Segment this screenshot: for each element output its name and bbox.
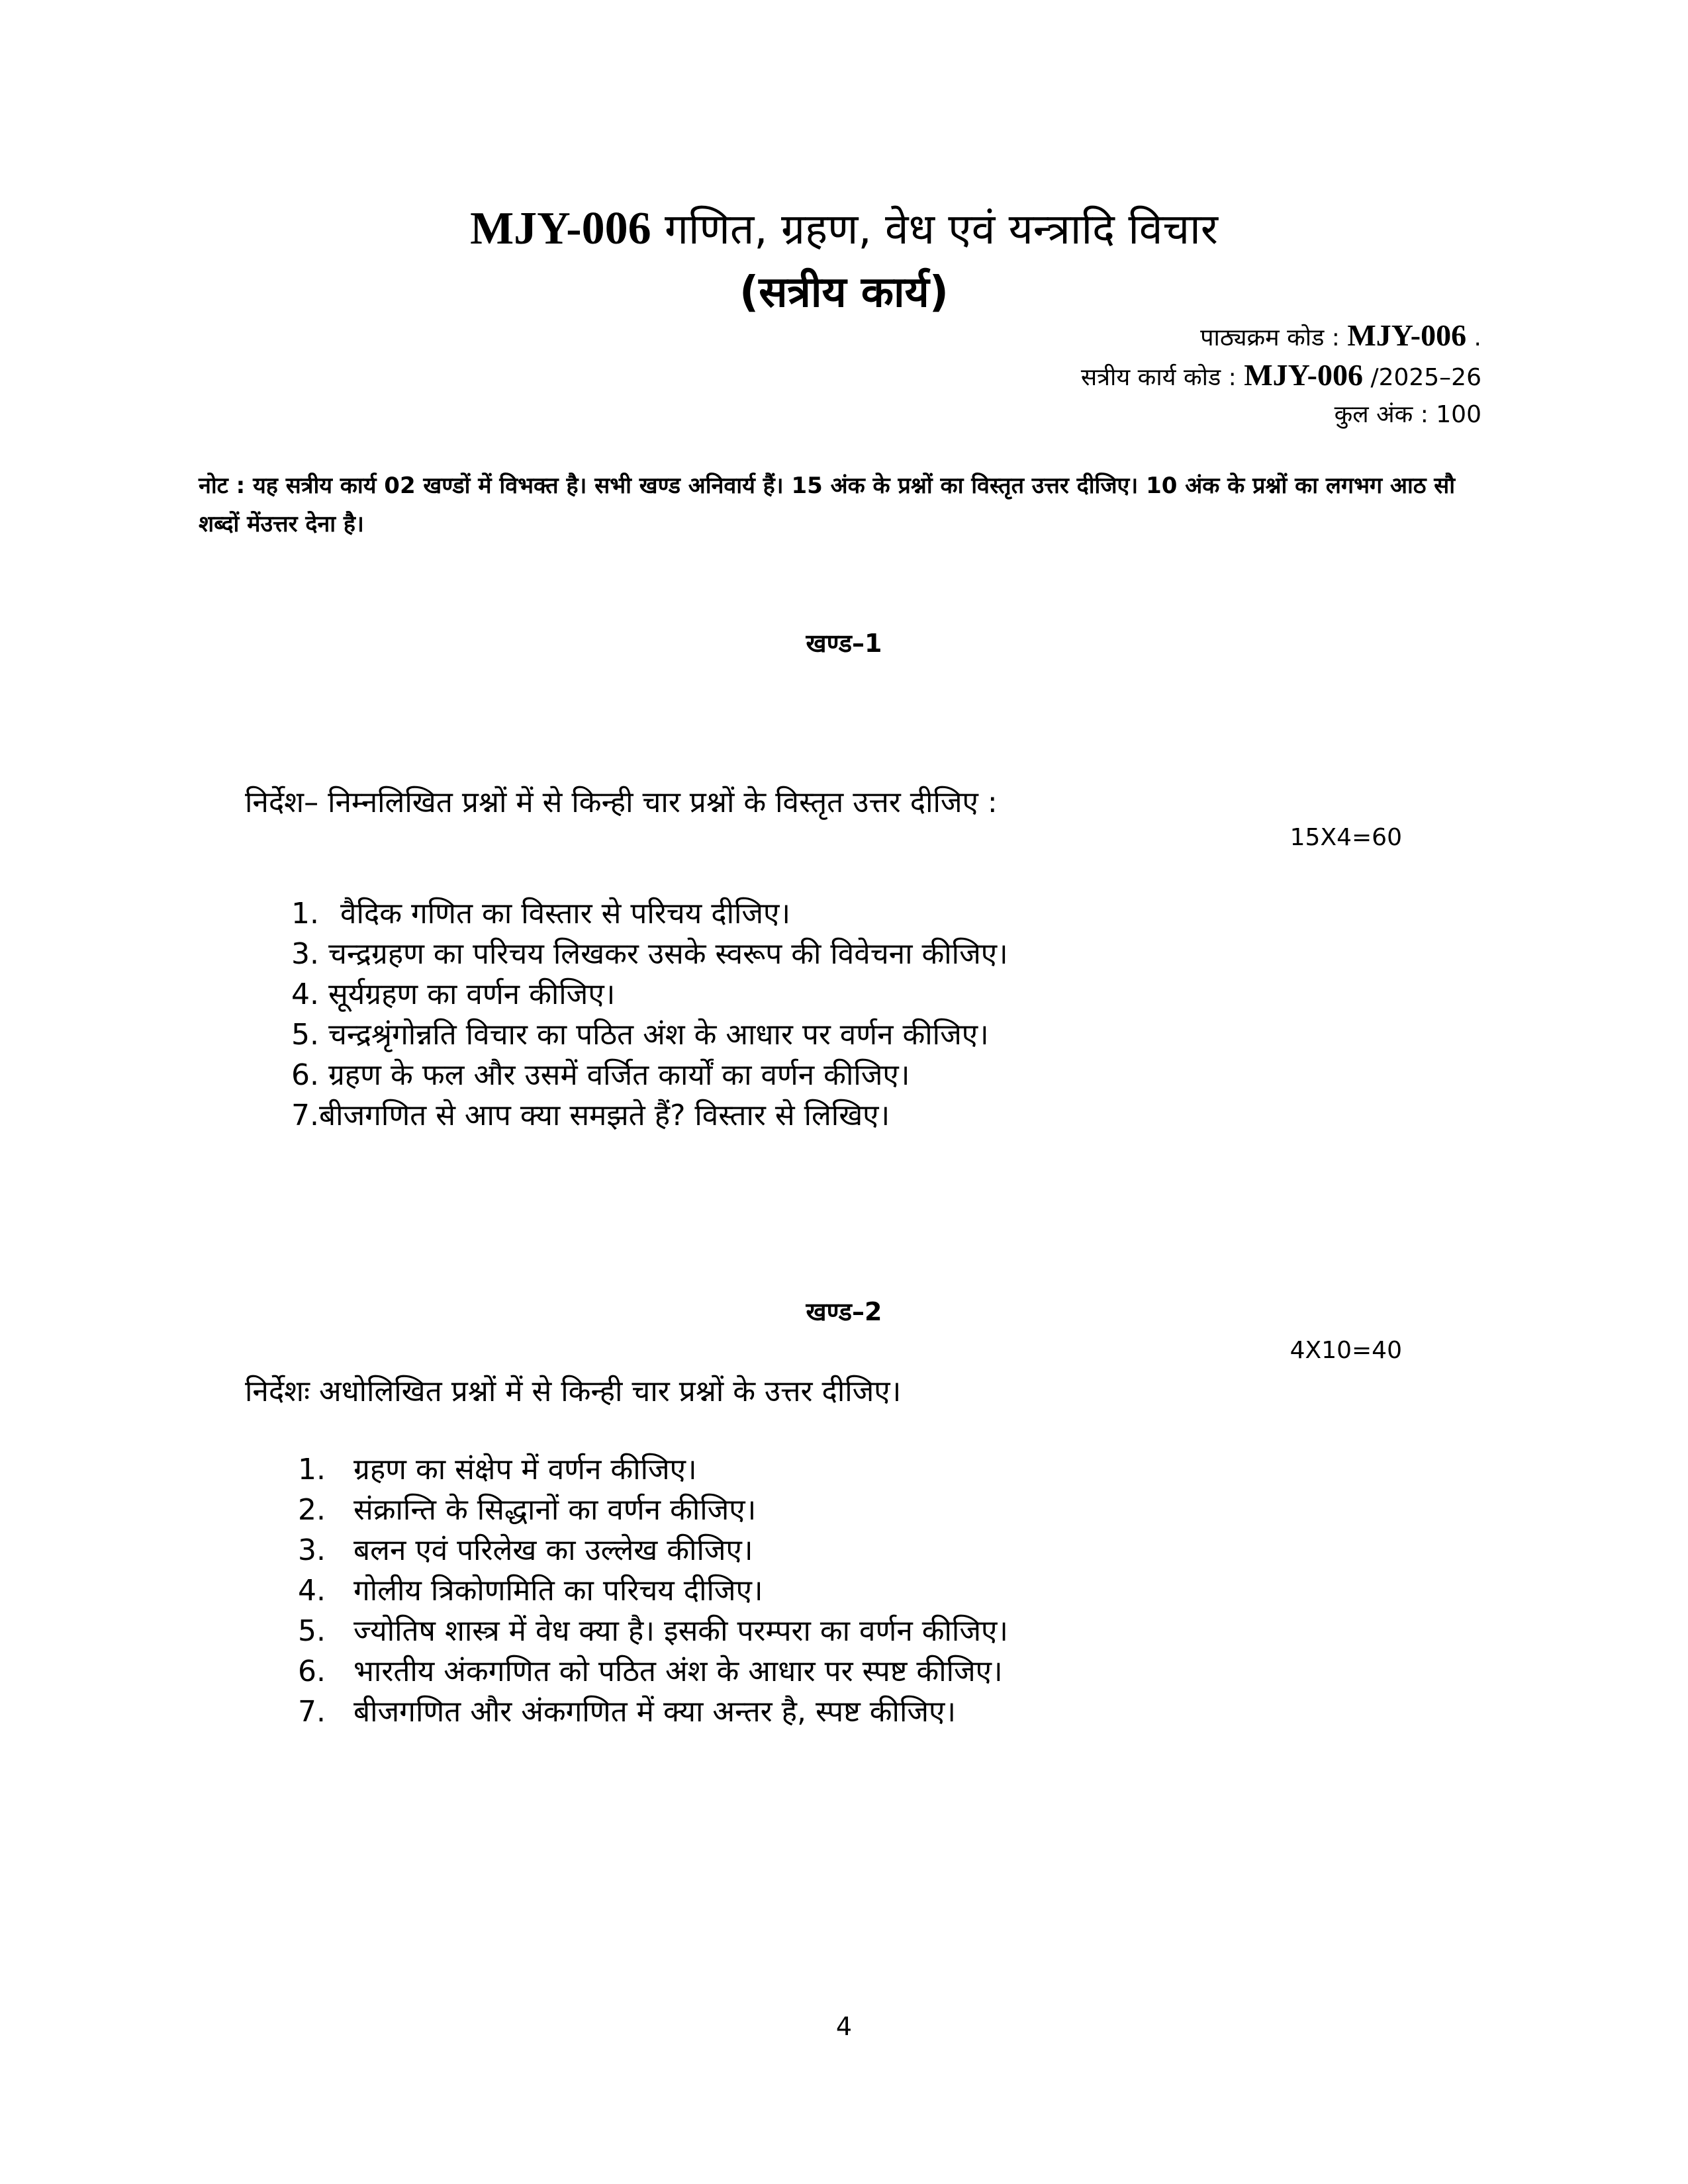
question-number: 6. [298,1655,326,1688]
list-item [291,893,1008,934]
list-item [298,1651,1008,1692]
list-item [298,1530,1008,1570]
section-2-heading: खण्ड–2 [806,1297,882,1326]
list-item [298,1449,1008,1490]
question-text: ग्रहण का संक्षेप में वर्णन कीजिए। [353,1453,697,1486]
question-text: गोलीय त्रिकोणमिति का परिचय दीजिए। [353,1574,763,1608]
section-1-heading: खण्ड–1 [806,629,882,658]
question-number: 4. [298,1574,326,1608]
question-number: 7. [291,1099,319,1132]
document-title [0,199,1688,256]
assignment-code-line [1081,357,1481,392]
course-code-label: पाठ्यक्रम कोड : [1200,324,1340,351]
question-number: 1. [291,897,319,931]
question-number: 2. [298,1493,326,1527]
list-item [291,934,1008,974]
course-code-suffix: . [1474,324,1481,351]
course-code-line [1200,318,1481,353]
section-2-question-list [298,1449,1008,1732]
list-item [291,1055,1008,1095]
total-marks-label: कुल अंक : [1334,401,1429,428]
list-item [291,1015,1008,1055]
question-text: सूर्यग्रहण का वर्णन कीजिए। [328,978,616,1011]
list-item [291,1095,1008,1136]
question-text: भारतीय अंकगणित को पठित अंश के आधार पर स्पष्ट कीजिए। [353,1655,1003,1688]
question-text: चन्द्रग्रहण का परिचय लिखकर उसके स्वरूप की विवेचना कीजिए। [328,937,1008,971]
question-number: 3. [298,1533,326,1567]
page-number: 4 [835,2012,853,2041]
question-number: 5. [291,1018,319,1052]
total-marks-line [1335,397,1481,430]
question-number: 6. [291,1058,319,1092]
question-text: चन्द्रश्रृंगोन्नति विचार का पठित अंश के आधार पर वर्णन कीजिए। [328,1018,989,1052]
list-item [298,1611,1008,1651]
question-text: बीजगणित और अंकगणित में क्या अन्तर है, स्पष्ट कीजिए। [353,1695,956,1729]
question-text: संक्रान्ति के सिद्धानों का वर्णन कीजिए। [353,1493,757,1527]
assignment-code-label: सत्रीय कार्य कोड : [1080,364,1237,391]
question-text: बीजगणित से आप क्या समझते हैं? विस्तार से लिखिए। [318,1099,890,1132]
assignment-code-suffix: /2025–26 [1370,364,1481,391]
section-1-instruction: निर्देश– निम्नलिखित प्रश्नों में से किन्ही चार प्रश्नों के विस्तृत उत्तर दीजिए : [245,786,998,819]
course-code-value: MJY-006 [1347,318,1467,352]
question-number: 7. [298,1695,326,1729]
question-number: 4. [291,978,319,1011]
question-text: ज्योतिष शास्त्र में वेध क्या है। इसकी परम्परा का वर्णन कीजिए। [353,1614,1008,1648]
section-2-marks: 4X10=40 [1289,1337,1402,1364]
title-course-code: MJY-006 [470,203,651,254]
question-text: ग्रहण के फल और उसमें वर्जित कार्यों का वर्णन कीजिए। [328,1058,910,1092]
list-item [298,1570,1008,1611]
question-text: वैदिक गणित का विस्तार से परिचय दीजिए। [340,897,791,931]
title-text: गणित, ग्रहण, वेध एवं यन्त्रादि विचार [664,205,1218,254]
assignment-code-value: MJY-006 [1244,358,1363,392]
question-number: 5. [298,1614,326,1648]
question-text: बलन एवं परिलेख का उल्लेख कीजिए। [353,1533,753,1567]
question-number: 3. [291,937,319,971]
list-item [291,974,1008,1015]
list-item [298,1490,1008,1530]
section-1-question-list [291,893,1008,1136]
question-number: 1. [298,1453,326,1486]
list-item [298,1692,1008,1732]
section-1-marks: 15X4=60 [1289,824,1402,851]
total-marks-value: 100 [1436,401,1481,428]
assignment-note: नोट : यह सत्रीय कार्य 02 खण्डों में विभक्त है। सभी खण्ड अनिवार्य हैं। 15 अंक के प्रश्नों का विस्तृत उत्तर दीजिए। 10 अंक के प्रश्नों का लगभग आठ सौ शब्दों मेंउत्तर देना है। [199,473,1456,537]
section-2-instruction: निर्देशः अधोलिखित प्रश्नों में से किन्ही चार प्रश्नों के उत्तर दीजिए। [245,1375,902,1408]
document-subtitle: (सत्रीय कार्य) [739,268,949,317]
